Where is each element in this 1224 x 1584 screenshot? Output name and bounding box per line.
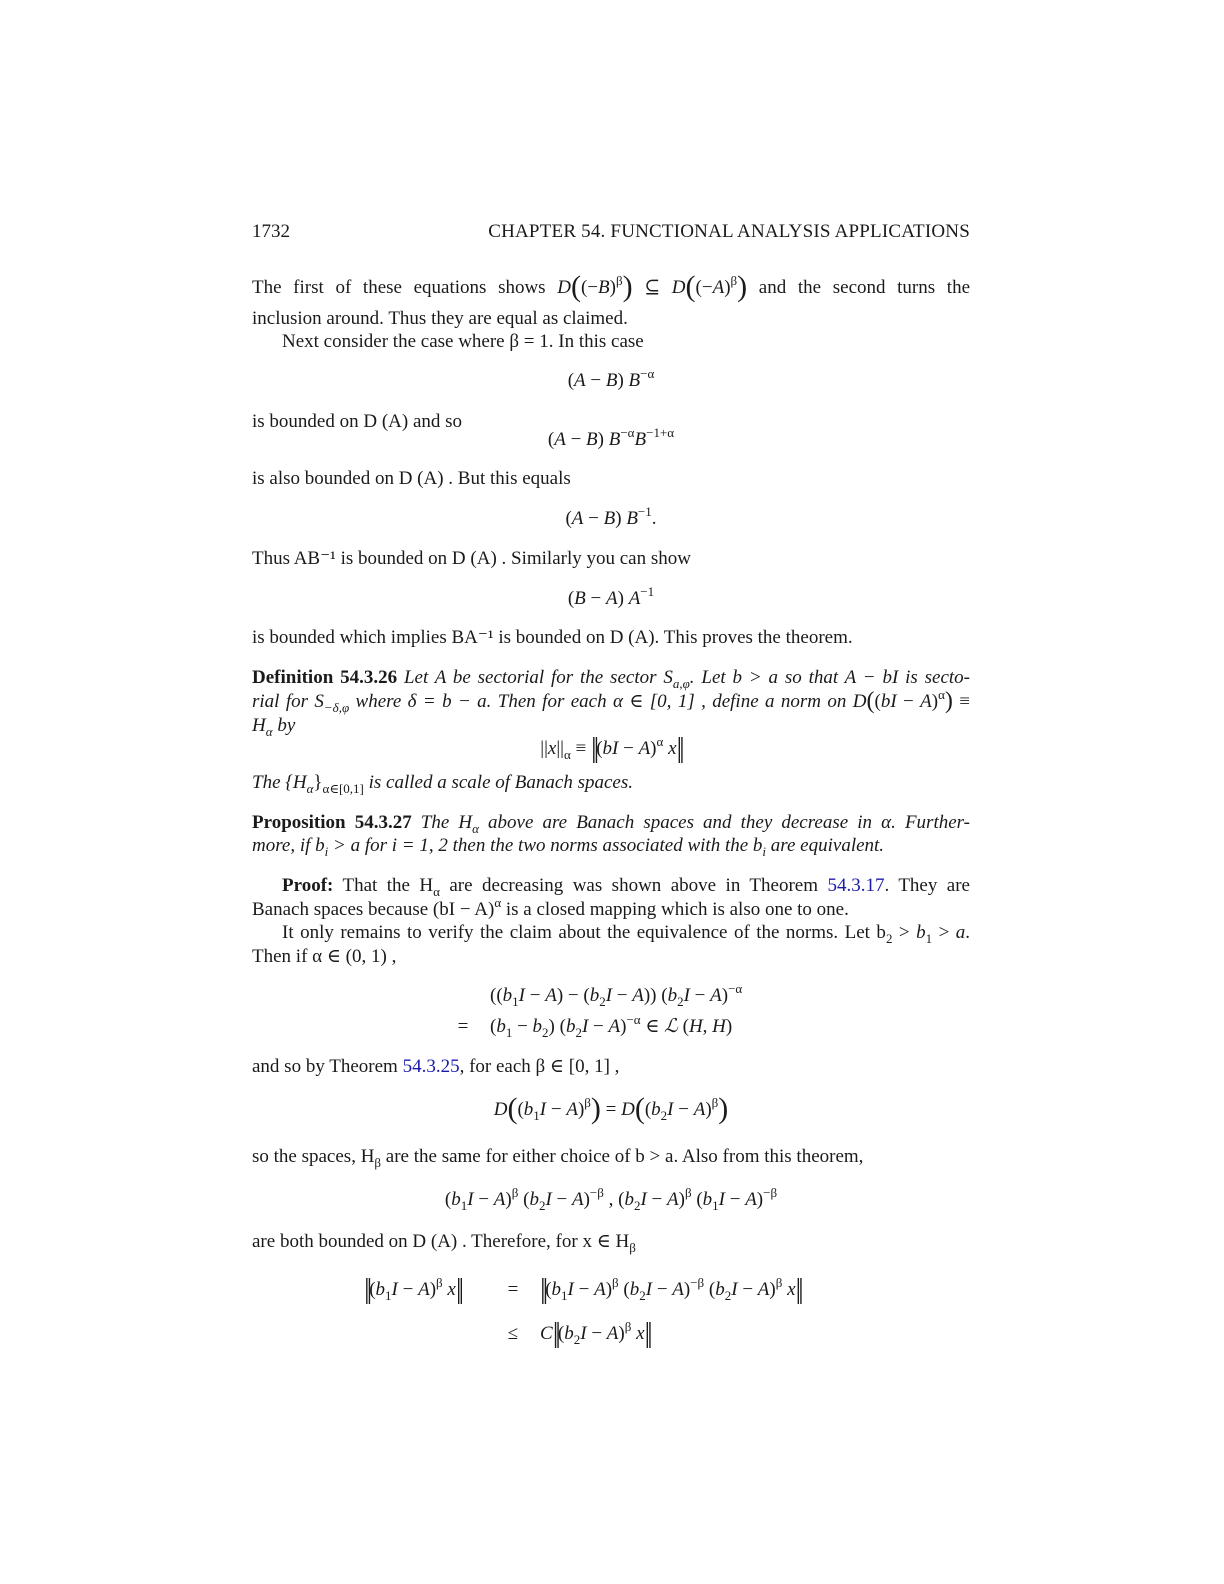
chapter-title: CHAPTER 54. FUNCTIONAL ANALYSIS APPLICATIONS: [488, 221, 970, 242]
text-line: inclusion around. Thus they are equal as claimed.: [252, 308, 628, 329]
proof-line: Then if α ∈ (0, 1) ,: [252, 946, 397, 967]
equation-norm-def: $||x||_\alpha \equiv ||(bI - A)^\alpha$ x||: [540, 733, 682, 764]
text-line: is bounded on D (A) and so: [252, 411, 463, 432]
definition-line: Definition 54.3.26 Let A be sectorial for the sector $S_{a,\varphi}$. Let b > a so that A − bI is secto-: [252, 667, 970, 691]
definition-line: The $\{H_\alpha\}_{\alpha\in[0,1]}$ is called a scale of Banach spaces.: [252, 772, 633, 796]
theorem-link[interactable]: 54.3.25: [402, 1056, 460, 1077]
proof-line: are both bounded on D (A) . Therefore, for x ∈ $H_\beta$: [252, 1231, 636, 1255]
proof-line: and so by Theorem 54.3.25, for each β ∈ [0, 1] ,: [252, 1056, 620, 1077]
definition-line: $H_\alpha$ by: [252, 715, 296, 739]
definition-line: rial for $S_{-\delta,\varphi}$ where δ = b − a. Then for each α ∈ [0, 1] , define a norm on D((bI − A)$^\alpha$) ≡: [252, 686, 971, 715]
leq-sign: ≤: [507, 1323, 519, 1344]
equation-row: $(b_1 - b_2) (b_2I - A)^{-\alpha}$ ∈ ℒ (H, H): [490, 1011, 733, 1040]
equation-row: $((b_1I - A) - (b_2I - A)) (b_2I - A)^{-\alpha}$: [490, 980, 743, 1009]
equation: (B − A) $A^{-1}$: [567, 583, 655, 609]
equation: $D((b_1I - A)^\beta) = D((b_2I - A)^\beta)$: [493, 1092, 729, 1125]
equation: $(b_1I - A)^\beta$ $(b_2I - A)^{-\beta}$ , $(b_2I - A)^\beta$ $(b_1I - A)^{-\beta}$: [444, 1184, 778, 1213]
theorem-link[interactable]: 54.3.17: [827, 875, 885, 896]
proof-line: so the spaces, $H_\beta$ are the same for either choice of b > a. Also from this theorem,: [252, 1146, 864, 1170]
text-line: is also bounded on D (A) . But this equals: [252, 468, 571, 489]
equation-row: $||(b_1I - A)^\beta$ x||: [364, 1274, 462, 1305]
proof-line: It only remains to verify the claim about the equivalence of the norms. Let $b_2 > b_1 > a$.: [282, 922, 971, 946]
page-number: 1732: [252, 221, 290, 242]
equation: (A − B) $B^{-1}$.: [565, 503, 657, 529]
text-line: The first of these equations shows $D((-B)^\beta)$ ⊆ $D((-A)^\beta)$ and the second turns the: [252, 270, 971, 303]
equals-sign: =: [457, 1016, 469, 1037]
proposition-line: more, if $b_i > a$ for i = 1, 2 then the two norms associated with the $b_i$ are equivalent.: [252, 835, 885, 859]
equation: (A − B) $B^{-\alpha}B^{-1+\alpha}$: [547, 424, 675, 450]
page-header: [252, 220, 970, 246]
text-line: Next consider the case where β = 1. In this case: [282, 331, 644, 352]
proof-line: Proof: That the $H_\alpha$ are decreasing was shown above in Theorem 54.3.17. They are: [282, 875, 970, 899]
proposition-line: Proposition 54.3.27 The $H_\alpha$ above are Banach spaces and they decrease in α. Further-: [252, 812, 971, 836]
equals-sign: =: [507, 1279, 519, 1300]
text-line: Thus AB⁻¹ is bounded on D (A) . Similarly you can show: [252, 548, 691, 569]
text-line: is bounded which implies BA⁻¹ is bounded on D (A). This proves the theorem.: [252, 627, 853, 648]
proof-line: Banach spaces because (bI − A)$^\alpha$ is a closed mapping which is also one to one.: [252, 894, 849, 920]
equation-row: $||(b_1I - A)^\beta$ $(b_2I - A)^{-\beta}$ $(b_2I - A)^\beta$ x||: [540, 1274, 801, 1305]
equation: (A − B) $B^{-\alpha}$: [567, 365, 655, 391]
equation-row: $C||(b_2I - A)^\beta$ x||: [540, 1318, 650, 1349]
